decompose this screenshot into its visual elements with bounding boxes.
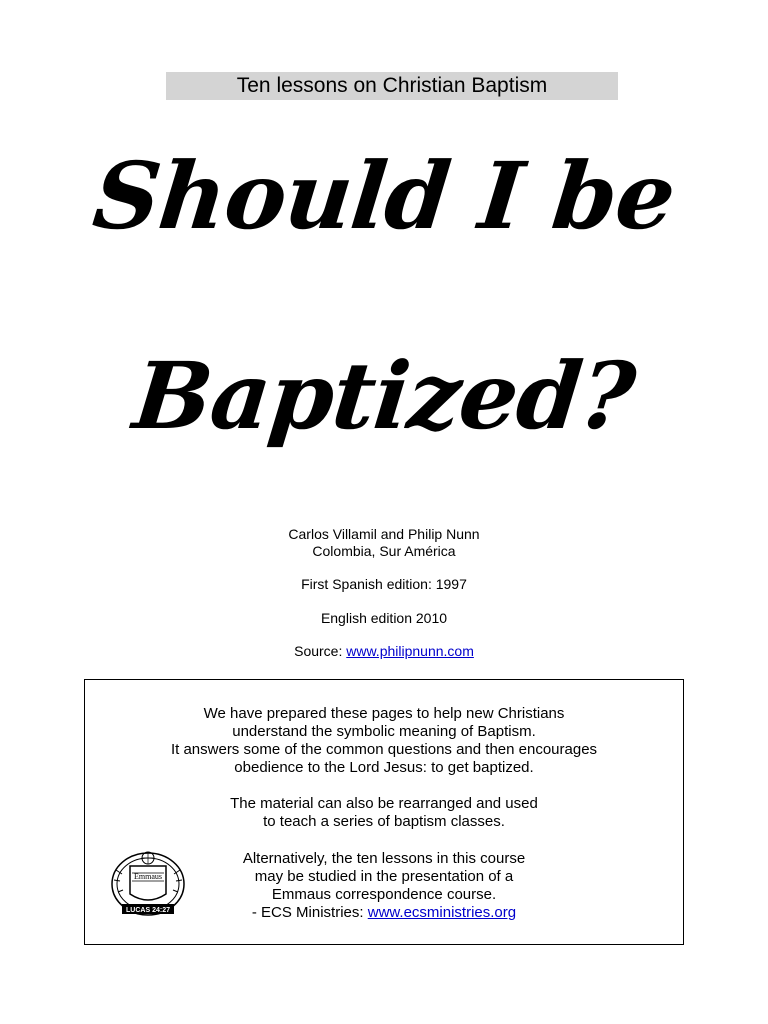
source-label: Source: — [294, 643, 347, 659]
para1-line2: understand the symbolic meaning of Baptism. — [232, 723, 536, 740]
location: Colombia, Sur América — [312, 543, 456, 559]
title-line-2: Baptized? — [128, 342, 640, 450]
seal-name: Emmaus — [134, 872, 162, 881]
para3-line2: may be studied in the presentation of a — [254, 868, 514, 885]
title-line-1: Should I be — [88, 142, 680, 250]
authors: Carlos Villamil and Philip Nunn — [288, 526, 480, 542]
emmaus-seal-icon — [108, 848, 188, 920]
para1-line4: obedience to the Lord Jesus: to get baptized. — [234, 759, 534, 776]
first-edition: First Spanish edition: 1997 — [301, 576, 467, 592]
source-link[interactable]: www.philipnunn.com — [346, 643, 474, 659]
para1-line3: It answers some of the common questions and then encourages — [170, 741, 598, 758]
para2-line2: to teach a series of baptism classes. — [263, 813, 505, 830]
para3-line1: Alternatively, the ten lessons in this course — [242, 850, 526, 867]
subtitle: Ten lessons on Christian Baptism — [236, 74, 548, 97]
para1-line1: We have prepared these pages to help new Christians — [203, 705, 565, 722]
source-line — [0, 643, 768, 660]
intro-box — [84, 679, 684, 945]
para2-line1: The material can also be rearranged and used — [230, 795, 538, 812]
seal-banner: LUCAS 24:27 — [126, 907, 170, 914]
ecs-link[interactable]: www.ecsministries.org — [367, 904, 517, 921]
subtitle-bar — [166, 72, 618, 100]
english-edition: English edition 2010 — [320, 610, 448, 626]
ecs-label: - ECS Ministries: — [251, 904, 368, 921]
para3-line3: Emmaus correspondence course. — [271, 886, 497, 903]
